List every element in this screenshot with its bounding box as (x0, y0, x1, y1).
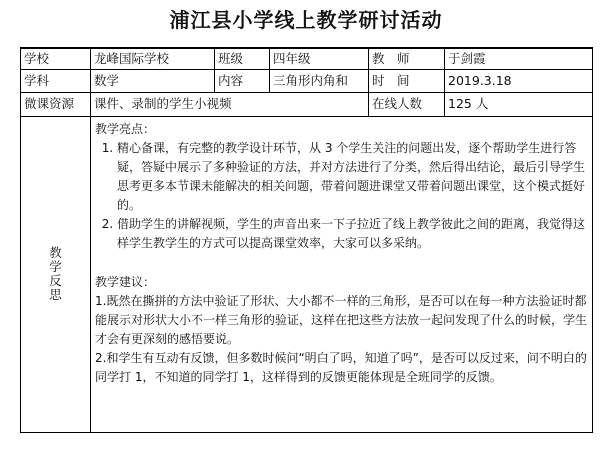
reflection-char: 思 (49, 287, 62, 302)
table-row (21, 48, 593, 69)
school-value: 龙峰国际学校 (91, 48, 215, 69)
list-item: 2. 借助学生的讲解视频，学生的声音出来一下子拉近了线上教学彼此之间的距离，我觉得这样学生教学生的方式可以提高课堂效率，大家可以多采纳。 (117, 215, 588, 253)
subject-value: 数学 (91, 69, 215, 92)
suggestions-title: 教学建议： (95, 274, 156, 289)
class-label: 班级 (215, 48, 270, 69)
resource-label: 微课资源 (21, 92, 91, 116)
highlights-title: 教学亮点： (95, 121, 156, 136)
content-label: 内容 (215, 69, 270, 92)
teacher-label: 教 师 (369, 48, 445, 69)
reflection-row (21, 116, 593, 432)
suggestion-item: 1.既然在撕拼的方法中验证了形状、大小都不一样的三角形，是否可以在每一种方法验证时都能展示对形状大小不一样三角形的验证，这样在把这些方法放一起问发现了什么的时候，学生才会有更深刻的感悟要说。 (95, 293, 588, 346)
subject-label: 学科 (21, 69, 91, 92)
reflection-char: 教 (49, 245, 62, 260)
reflection-content (91, 116, 593, 432)
page-title: 浦江县小学线上教学研讨活动 (169, 8, 443, 32)
class-value: 四年级 (270, 48, 369, 69)
content-value: 三角形内角和 (270, 69, 369, 92)
online-value: 125 人 (445, 92, 593, 116)
list-item: 1. 精心备课，有完整的教学设计环节，从 3 个学生关注的问题出发，逐个帮助学生进行答疑，答疑中展示了多种验证的方法，并对方法进行了分类，然后得出结论，最后引导学生思考更多本节课未能解决的相关问题，带着问题进课堂又带着问题出课堂，这个模式挺好的。 (117, 139, 588, 215)
time-value: 2019.3.18 (445, 69, 593, 92)
activity-table (20, 47, 593, 433)
time-label: 时 间 (369, 69, 445, 92)
suggestion-item: 2.和学生有互动有反馈，但多数时候问“明白了吗，知道了吗”，是否可以反过来，问不明白的同学打 1，不知道的同学打 1，这样得到的反馈更能体现是全班同学的反馈。 (95, 350, 587, 384)
highlights-list (95, 139, 588, 253)
school-label: 学校 (21, 48, 91, 69)
resource-value: 课件、录制的学生小视频 (91, 92, 369, 116)
online-label: 在线人数 (369, 92, 445, 116)
table-row (21, 92, 593, 116)
reflection-char: 反 (49, 273, 62, 288)
reflection-label (21, 116, 91, 432)
table-row (21, 69, 593, 92)
reflection-char: 学 (49, 259, 62, 274)
spacer (95, 253, 588, 273)
teacher-value: 于剑霞 (445, 48, 593, 69)
